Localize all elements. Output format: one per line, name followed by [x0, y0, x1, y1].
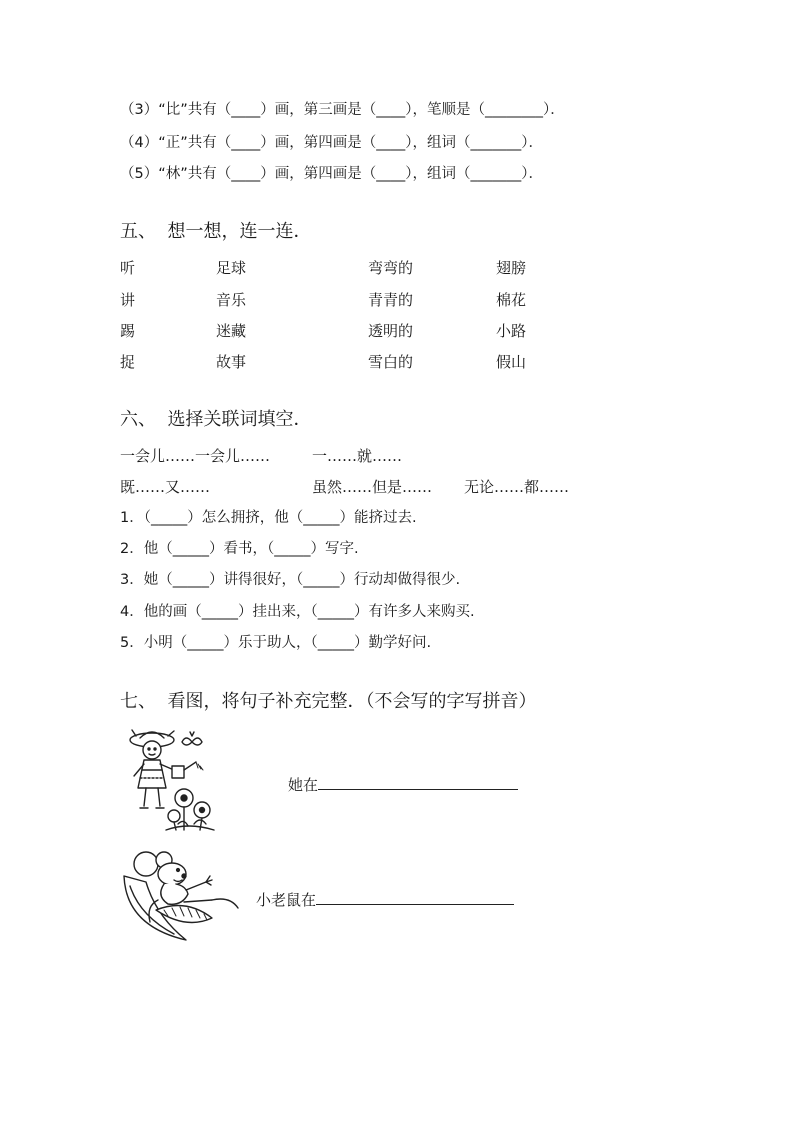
stroke-question-4: （4）“正”共有（____）画，第四画是（____），组词（_______）． [120, 135, 543, 151]
prompt-label-2: 小老鼠在 [256, 891, 317, 909]
match-col3-item: 雪白的 [368, 353, 414, 371]
section6-title: 六、 选择关联词填空． [120, 409, 312, 430]
conjunction-option: 无论……都…… [464, 478, 570, 496]
sentence-prompt-1 [288, 773, 518, 795]
fill-item-4: 4．他的画（_____）挂出来，（_____）有许多人来购买. [120, 604, 475, 620]
match-col3-item: 透明的 [368, 322, 414, 340]
stroke-question-3: （3）“比”共有（____）画，第三画是（____），笔顺是（________）． [120, 102, 565, 118]
match-col2-item: 音乐 [216, 291, 247, 309]
answer-blank-2[interactable] [316, 888, 514, 905]
answer-blank-1[interactable] [318, 773, 518, 790]
girl-watering-flowers-image [118, 726, 222, 834]
match-col2-item: 故事 [216, 353, 247, 371]
fill-item-5: 5．小明（_____）乐于助人，（_____）勤学好问. [120, 635, 432, 651]
section5-title: 五、 想一想，连一连． [120, 221, 312, 242]
sentence-prompt-2 [256, 888, 514, 910]
match-col4-item: 小路 [496, 322, 527, 340]
conjunction-option: 虽然……但是…… [312, 478, 433, 496]
match-col4-item: 翅膀 [496, 259, 527, 277]
match-col1-item: 踢 [120, 322, 136, 340]
prompt-label-1: 她在 [288, 776, 319, 794]
fill-item-1: 1．（_____）怎么拥挤，他（_____）能挤过去. [120, 510, 417, 526]
match-col3-item: 青青的 [368, 291, 414, 309]
match-col2-item: 足球 [216, 259, 247, 277]
conjunction-option: 既……又…… [120, 478, 211, 496]
stroke-question-5: （5）“林”共有（____）画，第四画是（____），组词（_______）． [120, 166, 543, 182]
conjunction-option: 一会儿……一会儿…… [120, 447, 271, 465]
match-col1-item: 讲 [120, 291, 136, 309]
mouse-on-corn-image [116, 846, 246, 946]
match-col4-item: 假山 [496, 353, 527, 371]
section7-title: 七、 看图，将句子补充完整．（不会写的字写拼音） [120, 691, 537, 712]
fill-item-3: 3．她（_____）讲得很好，（_____）行动却做得很少. [120, 572, 461, 588]
match-col3-item: 弯弯的 [368, 259, 414, 277]
fill-item-2: 2．他（_____）看书，（_____）写字. [120, 541, 359, 557]
match-col1-item: 听 [120, 259, 136, 277]
match-col1-item: 捉 [120, 353, 136, 371]
match-col4-item: 棉花 [496, 291, 527, 309]
conjunction-option: 一……就…… [312, 447, 403, 465]
match-col2-item: 迷藏 [216, 322, 247, 340]
